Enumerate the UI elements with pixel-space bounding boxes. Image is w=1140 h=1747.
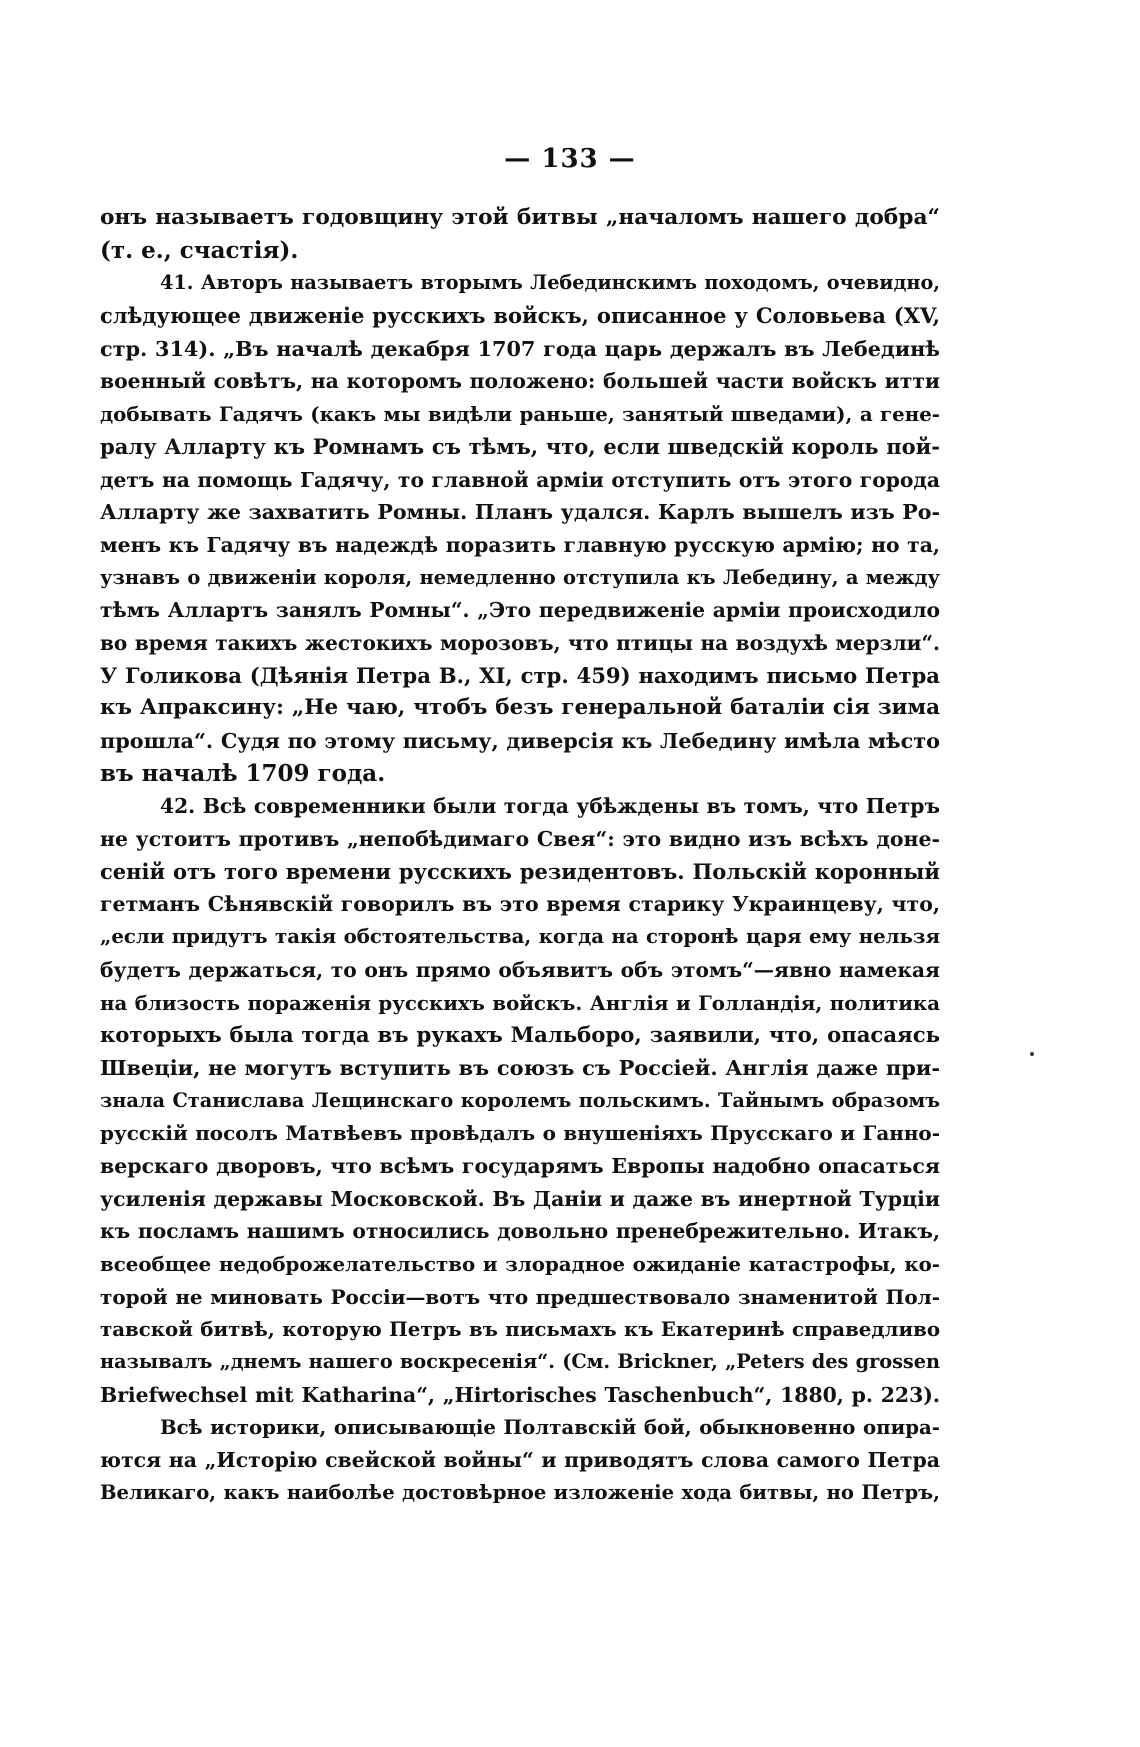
text-line: военный совѣтъ, на которомъ положено: большей части войскъ итти	[100, 369, 940, 394]
text-line: добывать Гадячъ (какъ мы видѣли раньше, занятый шведами), а гене-	[100, 402, 940, 427]
text-line: на близость пораженія русскихъ войскъ. Англія и Голландія, политика	[100, 990, 940, 1015]
text-line: прошла“. Судя по этому письму, диверсія къ Лебедину имѣла мѣсто	[100, 728, 940, 753]
text-line: Briefwechsel mit Katharina“, „Hirtorisches Taschenbuch“, 1880, p. 223).	[100, 1382, 940, 1407]
text-line: русскій посолъ Матвѣевъ провѣдалъ о внушеніяхъ Прусскаго и Ганно-	[100, 1121, 940, 1146]
body-text	[100, 202, 940, 1510]
text-line: знала Станислава Лещинскаго королемъ польскимъ. Тайнымъ образомъ	[100, 1088, 940, 1112]
text-line: усиленія державы Московской. Въ Даніи и даже въ инертной Турціи	[100, 1186, 940, 1211]
text-line: гетманъ Сѣнявскій говорилъ въ это время старику Украинцеву, что,	[100, 892, 940, 917]
text-line: всеобщее недоброжелательство и злорадное ожиданіе катастрофы, ко-	[100, 1252, 940, 1276]
text-line: Швеціи, не могутъ вступить въ союзъ съ Россіей. Англія даже при-	[100, 1054, 940, 1080]
text-line: во время такихъ жестокихъ морозовъ, что птицы на воздухѣ мерзли“.	[100, 630, 940, 655]
text-line: ются на „Исторію свейской войны“ и приводятъ слова самого Петра	[100, 1448, 940, 1473]
text-line: детъ на помощь Гадячу, то главной арміи отступить отъ этого города	[100, 467, 940, 492]
text-line: „если придутъ такія обстоятельства, когда на сторонѣ царя ему нельзя	[100, 925, 940, 949]
text-line: тавской битвѣ, которую Петръ въ письмахъ къ Екатеринѣ справедливо	[100, 1317, 940, 1342]
text-line: узнавъ о движеніи короля, немедленно отступила къ Лебедину, а между	[100, 565, 940, 589]
text-line: Великаго, какъ наиболѣе достовѣрное изложеніе хода битвы, но Петръ,	[100, 1480, 940, 1504]
text-line: будетъ держаться, то онъ прямо объявитъ объ этомъ“—явно намекая	[100, 957, 940, 982]
text-line: (т. е., счастія).	[100, 236, 299, 264]
text-line: торой не миновать Россіи—вотъ что предшествовало знаменитой Пол-	[100, 1284, 940, 1309]
text-line: 41. Авторъ называетъ вторымъ Лебединскимъ походомъ, очевидно,	[160, 271, 940, 295]
text-line: называлъ „днемъ нашего воскресенія“. (См. Brickner, „Peters des grossen	[100, 1350, 940, 1374]
text-line: менъ къ Гадячу въ надеждѣ поразить главную русскую армію; но та,	[100, 532, 940, 557]
page-number: — 133 —	[504, 144, 636, 174]
text-line: слѣдующее движеніе русскихъ войскъ, описанное у Соловьева (XV,	[100, 303, 940, 329]
text-line: къ Апраксину: „Не чаю, чтобъ безъ генеральной баталіи сія зима	[100, 695, 940, 721]
text-line: тѣмъ Аллартъ занялъ Ромны“. „Это передвиженіе арміи происходило	[100, 598, 940, 623]
print-speck	[1030, 1052, 1034, 1056]
text-line: къ посламъ нашимъ относились довольно пренебрежительно. Итакъ,	[100, 1219, 940, 1244]
text-line: стр. 314). „Въ началѣ декабря 1707 года царь держалъ въ Лебединѣ	[100, 335, 940, 361]
text-line: онъ называетъ годовщину этой битвы „началомъ нашего добра“	[100, 205, 940, 230]
text-line: въ началѣ 1709 года.	[100, 759, 386, 787]
text-line: Алларту же захватить Ромны. Планъ удался. Карлъ вышелъ изъ Ро-	[100, 500, 940, 525]
text-line: 42. Всѣ современники были тогда убѣждены въ томъ, что Петръ	[160, 794, 940, 819]
text-line: которыхъ была тогда въ рукахъ Мальборо, заявили, что, опасаясь	[100, 1022, 940, 1048]
text-line: ралу Алларту къ Ромнамъ съ тѣмъ, что, если шведскій король пой-	[100, 433, 940, 459]
text-line: У Голикова (Дѣянія Петра В., XI, стр. 459) находимъ письмо Петра	[100, 662, 940, 688]
text-line: сеній отъ того времени русскихъ резидентовъ. Польскій коронный	[100, 858, 940, 884]
text-line: Всѣ историки, описывающіе Полтавскій бой, обыкновенно опира-	[160, 1415, 940, 1440]
text-line: верскаго дворовъ, что всѣмъ государямъ Европы надобно опасаться	[100, 1153, 940, 1178]
text-line: не устоитъ противъ „непобѣдимаго Свея“: это видно изъ всѣхъ доне-	[100, 827, 940, 852]
